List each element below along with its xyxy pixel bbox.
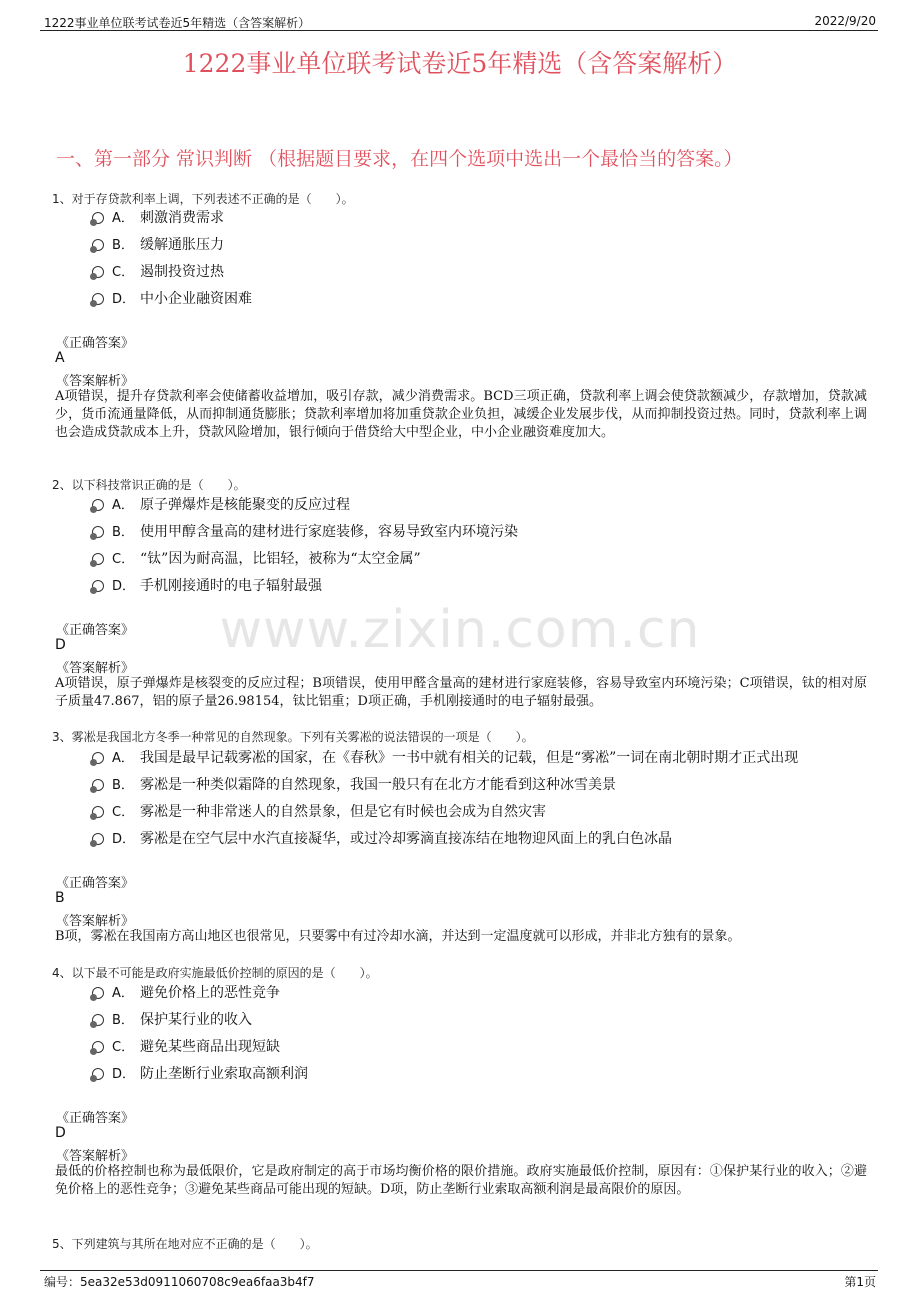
correct-answer-label: 《正确答案》 [56,336,135,351]
analysis-text: A项错误，原子弹爆炸是核裂变的反应过程；B项错误，使用甲醛含量高的建材进行家庭装修，容易导致室内环境污染；C项错误，钛的相对原子质量47.867，铝的原子量26.98154，钛比铝重；D项正确，手机刚接通时的电子辐射最强。 [55,676,867,709]
option-c[interactable]: C． 避免某些商品出现短缺 [92,1037,280,1057]
option-d[interactable]: D． 中小企业融资困难 [92,289,252,309]
option-a[interactable]: A． 刺激消费需求 [92,208,224,228]
radio-icon[interactable] [92,1068,104,1080]
correct-answer: B [55,890,65,906]
header-doc-title: 1222事业单位联考试卷近5年精选（含答案解析） [44,16,311,30]
question-stem: 5、下列建筑与其所在地对应不正确的是（ ）。 [52,1237,318,1251]
option-b[interactable]: B． 使用甲醇含量高的建材进行家庭装修，容易导致室内环境污染 [92,522,518,542]
document-title: 1222事业单位联考试卷近5年精选（含答案解析） [182,49,738,78]
option-c[interactable]: C． “钛”因为耐高温，比铝轻，被称为“太空金属” [92,549,421,569]
question-stem: 1、对于存贷款利率上调，下列表述不正确的是（ ）。 [52,192,354,206]
option-b[interactable]: B． 保护某行业的收入 [92,1010,252,1030]
page-footer [40,1270,878,1291]
document-id: 编号：5ea32e53d0911060708c9ea6faa3b4f7 [44,1275,315,1289]
radio-icon[interactable] [92,806,104,818]
watermark: www.zixin.com.cn [219,600,701,660]
radio-icon[interactable] [92,987,104,999]
option-a[interactable]: A． 原子弹爆炸是核能聚变的反应过程 [92,495,350,515]
option-d[interactable]: D． 雾凇是在空气层中水汽直接凝华，或过冷却雾滴直接冻结在地物迎风面上的乳白色冰晶 [92,829,672,849]
analysis-label: 《答案解析》 [56,661,135,676]
option-a[interactable]: A． 避免价格上的恶性竞争 [92,983,280,1003]
option-b[interactable]: B． 缓解通胀压力 [92,235,224,255]
correct-answer: D [55,1125,66,1141]
option-b[interactable]: B． 雾凇是一种类似霜降的自然现象，我国一般只有在北方才能看到这种冰雪美景 [92,775,616,795]
analysis-text: B项，雾凇在我国南方高山地区也很常见，只要雾中有过冷却水滴，并达到一定温度就可以形成，并非北方独有的景象。 [55,929,741,944]
page-number: 第1页 [844,1275,876,1289]
analysis-label: 《答案解析》 [56,374,135,389]
section-heading: 一、第一部分 常识判断 （根据题目要求，在四个选项中选出一个最恰当的答案。） [56,148,743,170]
analysis-text: A项错误，提升存贷款利率会使储蓄收益增加，吸引存款，减少消费需求。BCD三项正确，贷款利率上调会使贷款额减少，存款增加，贷款减少，货币流通量降低，从而抑制通货膨胀；贷款利率增加将加重贷款企业负担，减缓企业发展步伐，从而抑制投资过热。同时，贷款利率上调也会造成贷款成本上升，贷款风险增加，银行倾向于借贷给大中型企业，中小企业融资难度加大。 [55,389,867,440]
correct-answer: D [55,637,66,653]
radio-icon[interactable] [92,553,104,565]
radio-icon[interactable] [92,526,104,538]
option-c[interactable]: C． 雾凇是一种非常迷人的自然景象，但是它有时候也会成为自然灾害 [92,802,546,822]
option-d[interactable]: D． 防止垄断行业索取高额利润 [92,1064,308,1084]
analysis-label: 《答案解析》 [56,1149,135,1164]
analysis-label: 《答案解析》 [56,914,135,929]
question-stem: 2、以下科技常识正确的是（ ）。 [52,478,246,492]
page-header [40,12,878,31]
question-stem: 3、雾凇是我国北方冬季一种常见的自然现象。下列有关雾凇的说法错误的一项是（ ）。 [52,730,534,744]
question-stem: 4、以下最不可能是政府实施最低价控制的原因的是（ ）。 [52,966,378,980]
analysis-text: 最低的价格控制也称为最低限价，它是政府制定的高于市场均衡价格的限价措施。政府实施最低价控制，原因有：①保护某行业的收入；②避免价格上的恶性竞争；③避免某些商品可能出现的短缺。D项，防止垄断行业索取高额利润是最高限价的原因。 [55,1164,867,1197]
radio-icon[interactable] [92,266,104,278]
radio-icon[interactable] [92,752,104,764]
option-c[interactable]: C． 遏制投资过热 [92,262,224,282]
correct-answer-label: 《正确答案》 [56,876,135,891]
option-d[interactable]: D． 手机刚接通时的电子辐射最强 [92,576,322,596]
radio-icon[interactable] [92,833,104,845]
radio-icon[interactable] [92,1014,104,1026]
radio-icon[interactable] [92,1041,104,1053]
radio-icon[interactable] [92,212,104,224]
radio-icon[interactable] [92,580,104,592]
correct-answer-label: 《正确答案》 [56,623,135,638]
correct-answer-label: 《正确答案》 [56,1111,135,1126]
radio-icon[interactable] [92,293,104,305]
header-date: 2022/9/20 [814,14,876,28]
radio-icon[interactable] [92,499,104,511]
correct-answer: A [55,350,65,366]
option-a[interactable]: A． 我国是最早记载雾凇的国家，在《春秋》一书中就有相关的记载，但是“雾凇”一词在南北朝时期才正式出现 [92,748,798,768]
radio-icon[interactable] [92,239,104,251]
radio-icon[interactable] [92,779,104,791]
